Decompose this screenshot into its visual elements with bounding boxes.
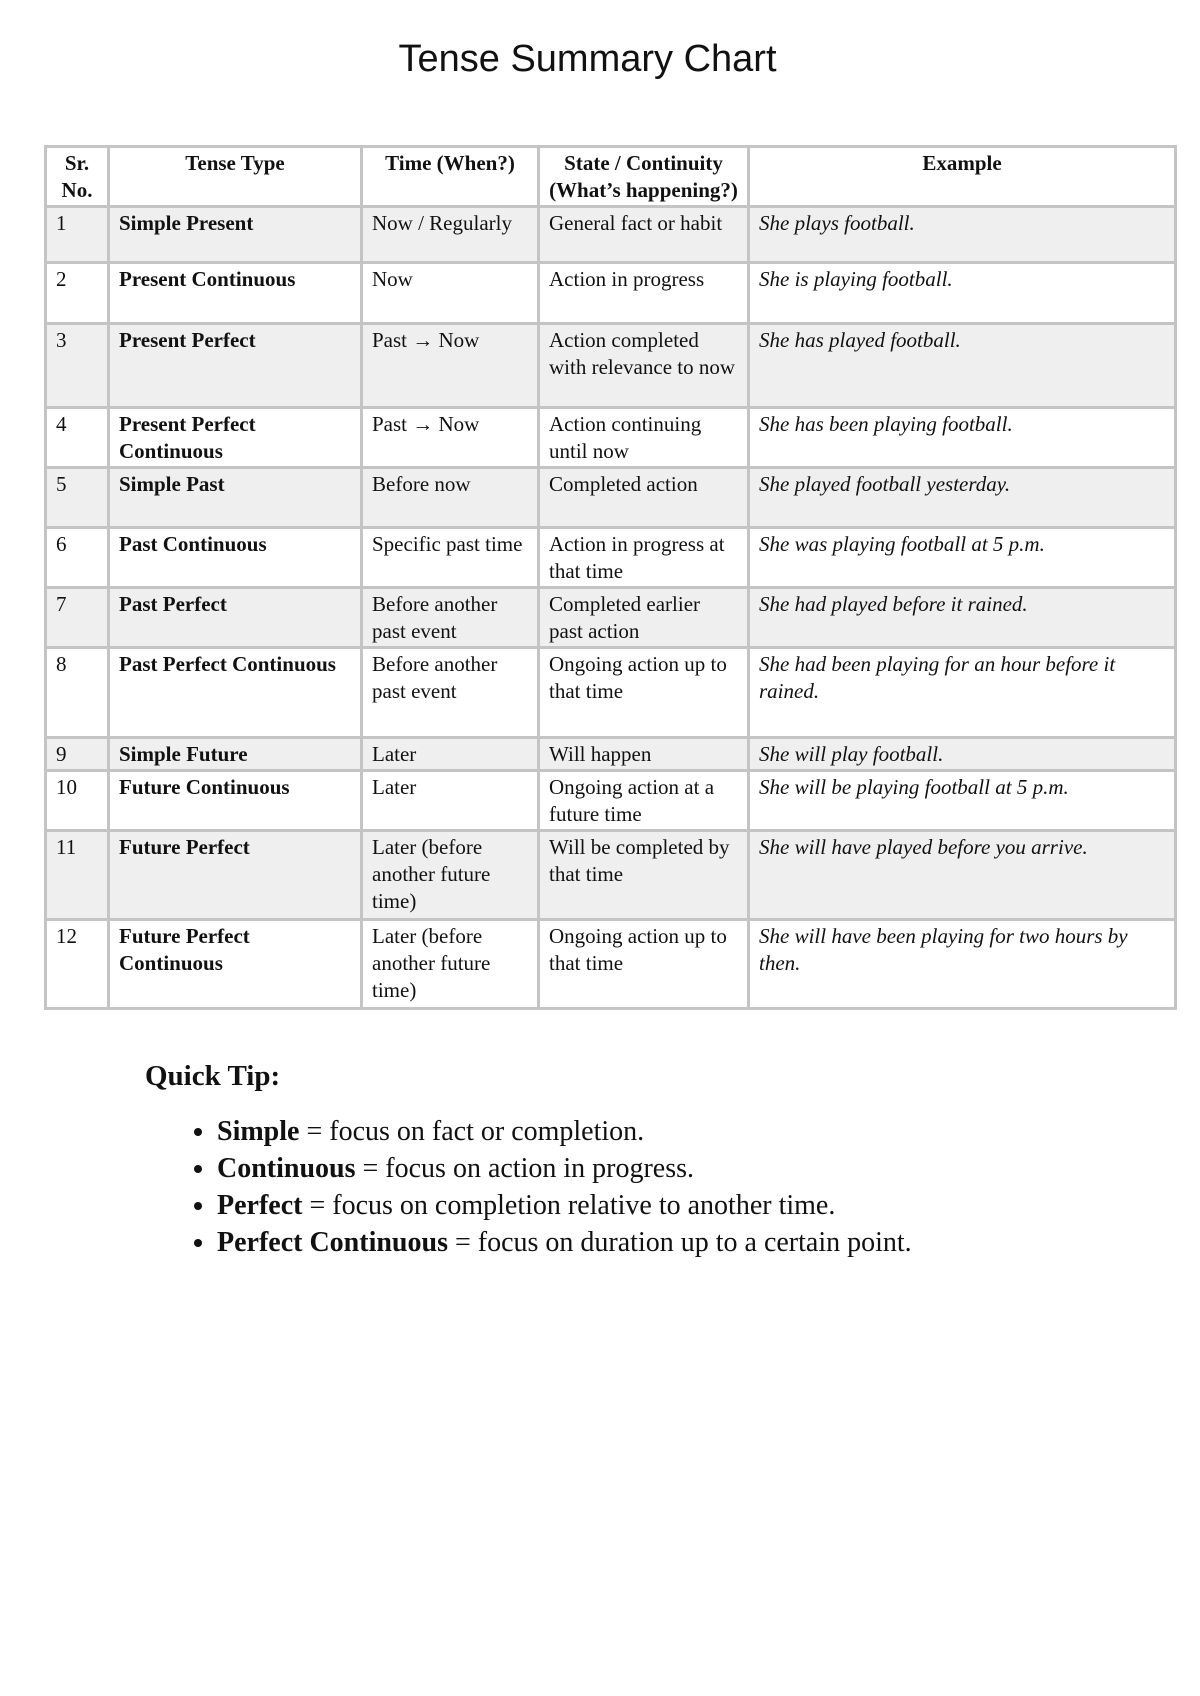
- table-row: [46, 738, 1176, 771]
- header-example: Example: [749, 147, 1176, 207]
- cell-sr-no: 9: [46, 738, 109, 771]
- cell-state: Ongoing action up to that time: [539, 648, 749, 738]
- tense-table-container: [44, 145, 1174, 1010]
- cell-example: She had been playing for an hour before it rained.: [749, 648, 1176, 738]
- cell-sr-no: 8: [46, 648, 109, 738]
- cell-time: Before now: [362, 468, 539, 528]
- cell-state: Completed earlier past action: [539, 588, 749, 648]
- cell-time: Before another past event: [362, 588, 539, 648]
- cell-tense-type: Past Continuous: [109, 528, 362, 588]
- cell-tense-type: Future Continuous: [109, 771, 362, 831]
- cell-state: Action in progress: [539, 263, 749, 324]
- cell-state: Completed action: [539, 468, 749, 528]
- cell-time: Later (before another future time): [362, 831, 539, 920]
- table-row: [46, 468, 1176, 528]
- tip-term: Simple: [217, 1116, 300, 1147]
- cell-example: She will have been playing for two hours by then.: [749, 920, 1176, 1009]
- tip-text: = focus on duration up to a certain point.: [447, 1227, 912, 1258]
- header-sr-no: Sr. No.: [46, 147, 109, 207]
- cell-sr-no: 1: [46, 207, 109, 263]
- tense-table: [44, 145, 1177, 1010]
- tip-text: = focus on action in progress.: [355, 1153, 695, 1184]
- cell-example: She has played football.: [749, 324, 1176, 408]
- cell-sr-no: 3: [46, 324, 109, 408]
- cell-time: Past → Now: [362, 408, 539, 468]
- table-row: [46, 588, 1176, 648]
- quick-tip-list: [145, 1113, 1145, 1261]
- table-header-row: [46, 147, 1176, 207]
- cell-tense-type: Present Perfect: [109, 324, 362, 408]
- cell-time: Later (before another future time): [362, 920, 539, 1009]
- list-item: [217, 1150, 1145, 1187]
- cell-time: Now: [362, 263, 539, 324]
- cell-example: She has been playing football.: [749, 408, 1176, 468]
- cell-tense-type: Simple Past: [109, 468, 362, 528]
- cell-tense-type: Simple Future: [109, 738, 362, 771]
- cell-sr-no: 11: [46, 831, 109, 920]
- cell-sr-no: 2: [46, 263, 109, 324]
- tip-term: Continuous: [217, 1153, 356, 1184]
- quick-tip-heading: Quick Tip:: [145, 1060, 281, 1092]
- page-title: Tense Summary Chart: [398, 38, 777, 80]
- header-tense-type: Tense Type: [109, 147, 362, 207]
- cell-tense-type: Simple Present: [109, 207, 362, 263]
- table-row: [46, 408, 1176, 468]
- tip-text: = focus on completion relative to another time.: [302, 1190, 836, 1221]
- cell-example: She played football yesterday.: [749, 468, 1176, 528]
- table-row: [46, 648, 1176, 738]
- cell-state: Action in progress at that time: [539, 528, 749, 588]
- cell-sr-no: 4: [46, 408, 109, 468]
- table-row: [46, 207, 1176, 263]
- quick-tip-section: [145, 1060, 1145, 1261]
- header-state: State / Continuity (What’s happening?): [539, 147, 749, 207]
- cell-example: She had played before it rained.: [749, 588, 1176, 648]
- cell-example: She plays football.: [749, 207, 1176, 263]
- cell-state: Ongoing action up to that time: [539, 920, 749, 1009]
- cell-tense-type: Future Perfect Continuous: [109, 920, 362, 1009]
- cell-time: Past → Now: [362, 324, 539, 408]
- cell-example: She is playing football.: [749, 263, 1176, 324]
- tip-text: = focus on fact or completion.: [299, 1116, 645, 1147]
- cell-time: Before another past event: [362, 648, 539, 738]
- cell-state: Action completed with relevance to now: [539, 324, 749, 408]
- list-item: [217, 1113, 1145, 1150]
- cell-state: Will be completed by that time: [539, 831, 749, 920]
- cell-tense-type: Future Perfect: [109, 831, 362, 920]
- cell-sr-no: 6: [46, 528, 109, 588]
- table-row: [46, 771, 1176, 831]
- tip-term: Perfect: [217, 1190, 303, 1221]
- cell-tense-type: Present Perfect Continuous: [109, 408, 362, 468]
- cell-example: She was playing football at 5 p.m.: [749, 528, 1176, 588]
- table-row: [46, 831, 1176, 920]
- cell-sr-no: 12: [46, 920, 109, 1009]
- cell-example: She will play football.: [749, 738, 1176, 771]
- list-item: [217, 1187, 1145, 1224]
- tip-term: Perfect Continuous: [217, 1227, 448, 1258]
- cell-state: General fact or habit: [539, 207, 749, 263]
- cell-time: Later: [362, 738, 539, 771]
- cell-time: Now / Regularly: [362, 207, 539, 263]
- cell-example: She will be playing football at 5 p.m.: [749, 771, 1176, 831]
- cell-state: Action continuing until now: [539, 408, 749, 468]
- cell-state: Will happen: [539, 738, 749, 771]
- cell-tense-type: Past Perfect: [109, 588, 362, 648]
- cell-sr-no: 7: [46, 588, 109, 648]
- cell-example: She will have played before you arrive.: [749, 831, 1176, 920]
- cell-tense-type: Present Continuous: [109, 263, 362, 324]
- cell-state: Ongoing action at a future time: [539, 771, 749, 831]
- cell-tense-type: Past Perfect Continuous: [109, 648, 362, 738]
- table-row: [46, 528, 1176, 588]
- table-row: [46, 324, 1176, 408]
- cell-time: Specific past time: [362, 528, 539, 588]
- list-item: [217, 1224, 1145, 1261]
- cell-sr-no: 10: [46, 771, 109, 831]
- cell-sr-no: 5: [46, 468, 109, 528]
- table-row: [46, 263, 1176, 324]
- cell-time: Later: [362, 771, 539, 831]
- header-time: Time (When?): [362, 147, 539, 207]
- table-row: [46, 920, 1176, 1009]
